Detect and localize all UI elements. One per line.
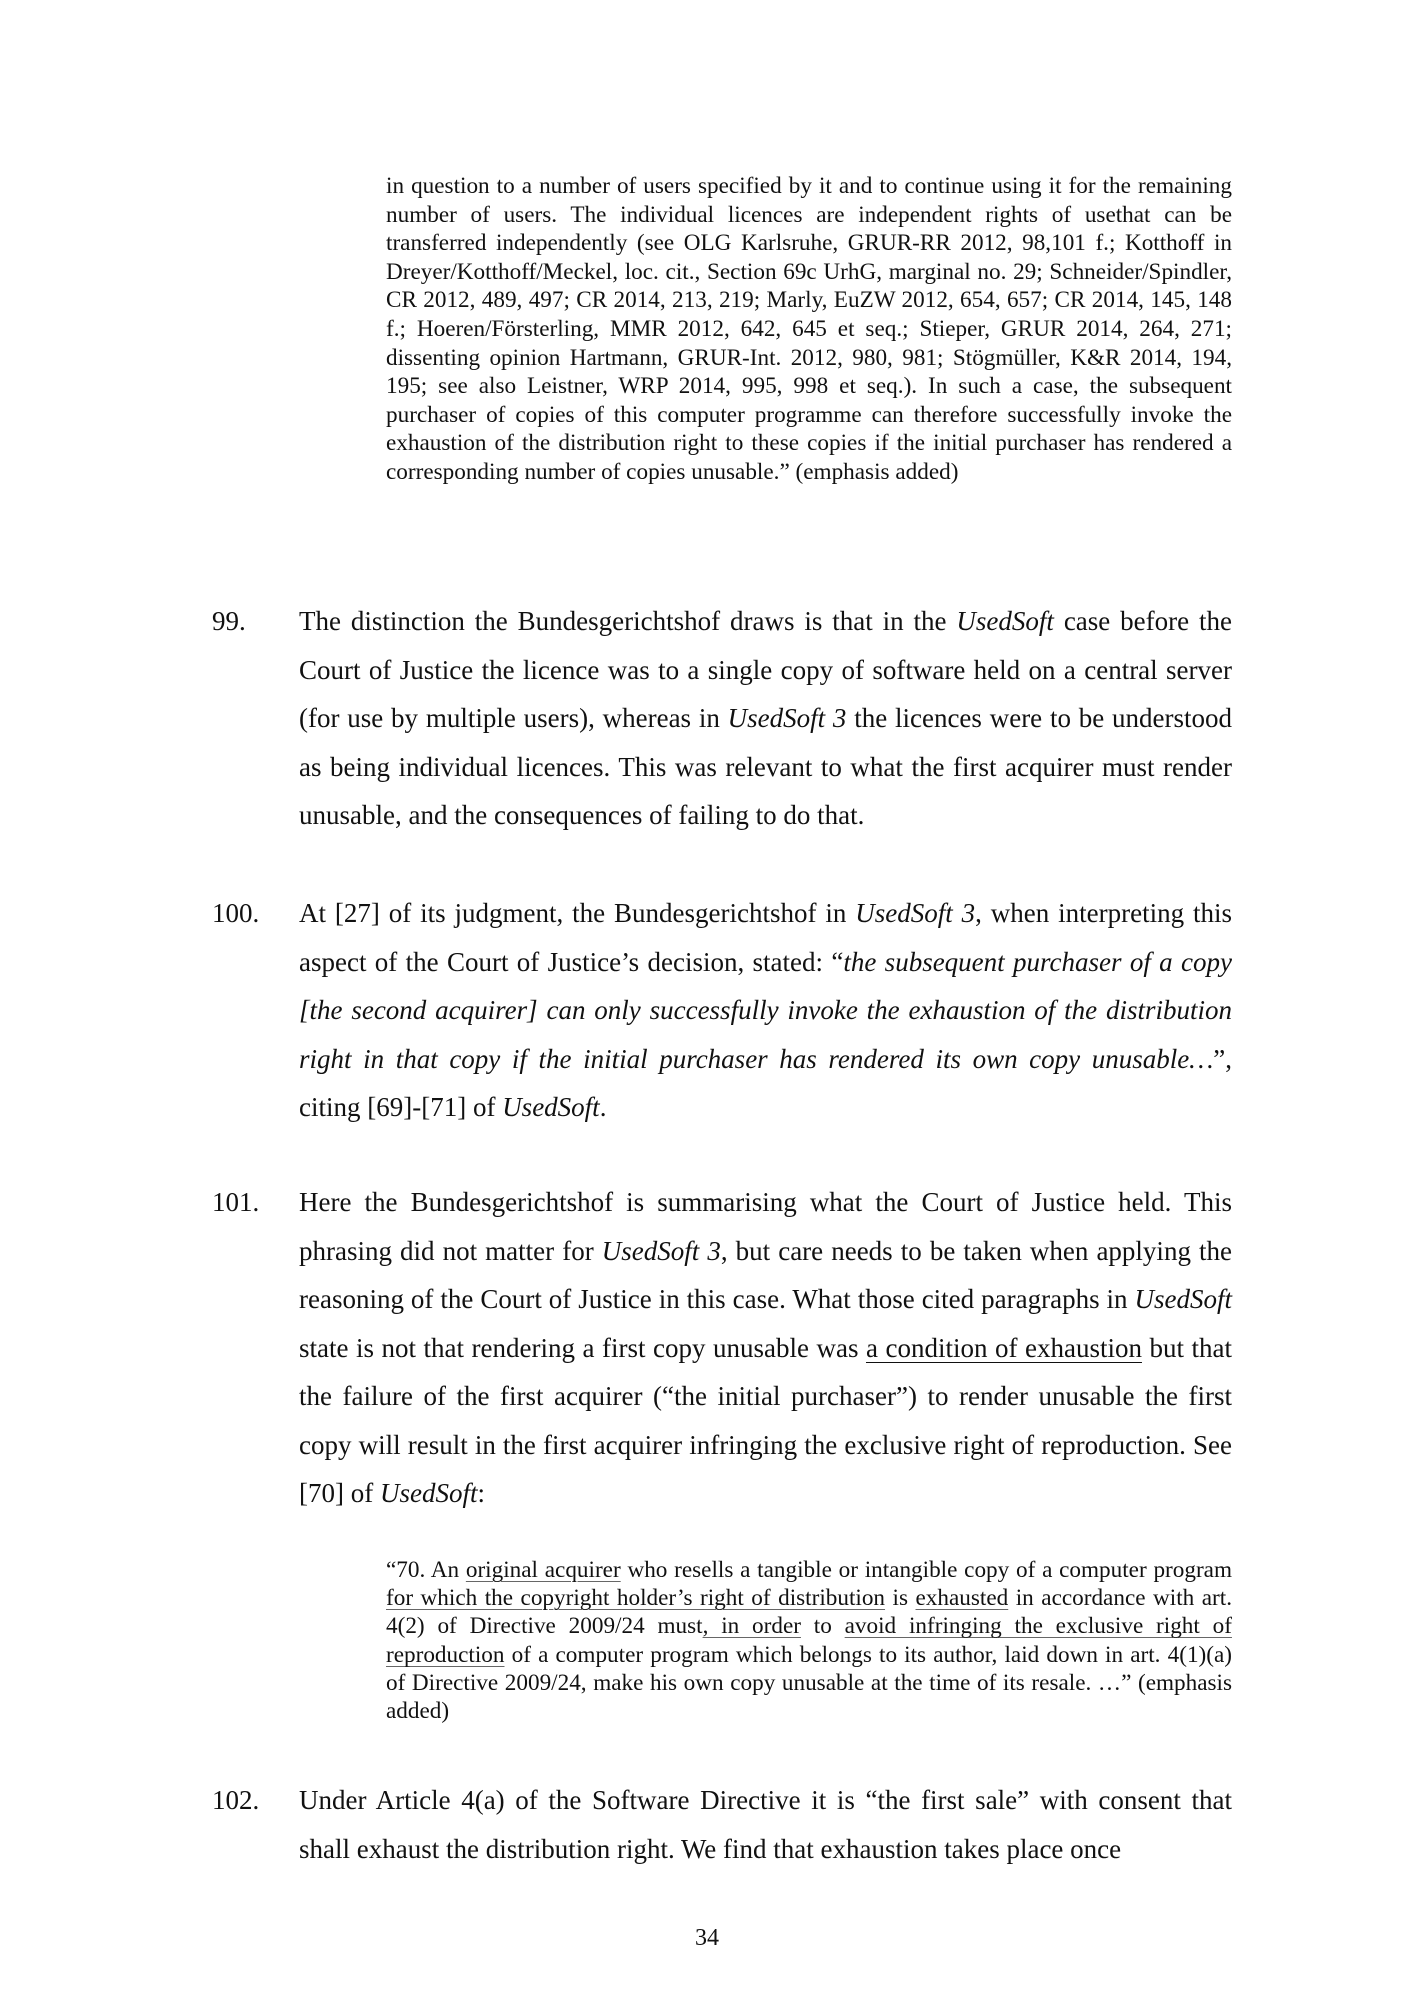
paragraph-100	[212, 889, 1233, 1132]
text-run: At [27] of its judgment, the Bundesgerichtshof in	[299, 898, 856, 928]
text-run: who resells a tangible or intangible copy of a computer program	[620, 1557, 1232, 1583]
case-name-italic: UsedSoft	[1134, 1284, 1232, 1314]
text-run: Here the Bundesgerichtshof is summarising what the Court of Justice held. This phrasing did not matter for	[299, 1187, 1232, 1266]
block-quote-usedsoft3	[386, 172, 1232, 487]
text-run: , but care needs to be taken when applying the reasoning of the Court of Justice in this case. What those cited paragraphs in	[299, 1235, 1232, 1314]
paragraph-text	[299, 597, 1232, 840]
case-name-italic: UsedSoft 3	[855, 898, 976, 928]
text-run: Under Article 4(a) of the Software Directive it is “the first sale” with consent that shall exhaust the distribution right. We find that exhaustion takes place once	[299, 1785, 1232, 1864]
text-run: case before the Court of Justice the licence was to a single copy of software held on a central server (for use by multiple users), whereas in	[299, 606, 1232, 733]
text-run: , when interpreting this aspect of the Court of Justice’s decision, stated: “	[299, 898, 1233, 977]
emphasis-underline: for which the copyright holder’s right of distribution	[386, 1585, 886, 1612]
paragraph-text	[299, 1776, 1232, 1873]
block-quote-usedsoft-70	[386, 1556, 1232, 1725]
quote-text: in question to a number of users specified by it and to continue using it for the remaining number of users. The individual licences are independent rights of usethat can be transferred independently (see OLG Karlsruhe, GRUR-RR 2012, 98,101 f.; Kotthoff in Dreyer/Kotthoff/Meckel, loc. cit., Section 69c UrhG, marginal no. 29; Schneider/Spindler, CR 2012, 489, 497; CR 2014, 213, 219; Marly, EuZW 2012, 654, 657; CR 2014, 145, 148 f.; Hoeren/Försterling, MMR 2012, 642, 645 et seq.; Stieper, GRUR 2014, 264, 271; dissenting opinion Hartmann, GRUR-Int. 2012, 980, 981; Stögmüller, K&R 2014, 194, 195; see also Leistner, WRP 2014, 995, 998 et seq.). In such a case, the subsequent purchaser of copies of this computer programme can therefore successfully invoke the exhaustion of the distribution right to these copies if the initial purchaser has rendered a corresponding number of copies unusable.” (emphasis added)	[386, 173, 1232, 485]
page-number: 34	[695, 1925, 719, 1951]
paragraph-99	[212, 597, 1232, 840]
case-name-italic: UsedSoft	[502, 1092, 600, 1122]
paragraph-number: 100.	[212, 898, 260, 928]
emphasis-underline: avoid infringing the exclusive right of reproduction	[386, 1613, 1232, 1668]
paragraph-text	[299, 889, 1232, 1132]
case-name-italic: UsedSoft	[956, 606, 1054, 636]
text-run: is	[885, 1585, 916, 1612]
emphasis-underline: , in order	[702, 1613, 801, 1640]
paragraph-101	[212, 1178, 1232, 1518]
case-name-italic: UsedSoft	[379, 1478, 478, 1508]
text-run: the licences were to be understood as being individual licences. This was relevant to what the first acquirer must render unusable, and the consequences of failing to do that.	[299, 703, 1232, 830]
text-run: of a computer program which belongs to its author, laid down in art. 4(1)(a) of Directive 2009/24, make his own copy unusable at the time of its resale. …” (emphasis added)	[386, 1641, 1232, 1725]
text-run: ”, citing [69]-[71] of	[299, 1043, 1232, 1122]
paragraph-text	[299, 1178, 1232, 1518]
text-run: “70. An	[386, 1557, 466, 1583]
case-name-italic: the subsequent purchaser of a copy [the second acquirer] can only successfully invoke the exhaustion of the distribution right in that copy if the initial purchaser has rendered its own copy unusable…	[299, 946, 1232, 1074]
text-run: in accordance with art. 4(2) of Directive 2009/24 must	[386, 1585, 1233, 1640]
quote-text	[386, 1556, 1232, 1725]
emphasis-underline: a condition of exhaustion	[865, 1332, 1142, 1363]
paragraph-102	[212, 1776, 1232, 1873]
text-run: :	[477, 1478, 485, 1508]
paragraph-number: 99.	[212, 606, 246, 636]
paragraph-number: 101.	[212, 1187, 260, 1217]
text-run: but that the failure of the first acquirer (“the initial purchaser”) to render unusable the first copy will result in the first acquirer infringing the exclusive right of reproduction. See [70] of	[299, 1332, 1232, 1508]
text-run: to	[800, 1613, 845, 1640]
case-name-italic: UsedSoft 3	[727, 703, 847, 733]
paragraph-number: 102.	[212, 1785, 260, 1815]
case-name-italic: UsedSoft 3	[601, 1235, 721, 1266]
text-run: state is not that rendering a first copy unusable was	[299, 1332, 866, 1363]
emphasis-underline: exhausted	[915, 1585, 1009, 1612]
text-run: The distinction the Bundesgerichtshof draws is that in the	[299, 606, 957, 636]
text-run: .	[599, 1092, 607, 1122]
emphasis-underline: original acquirer	[465, 1557, 621, 1583]
